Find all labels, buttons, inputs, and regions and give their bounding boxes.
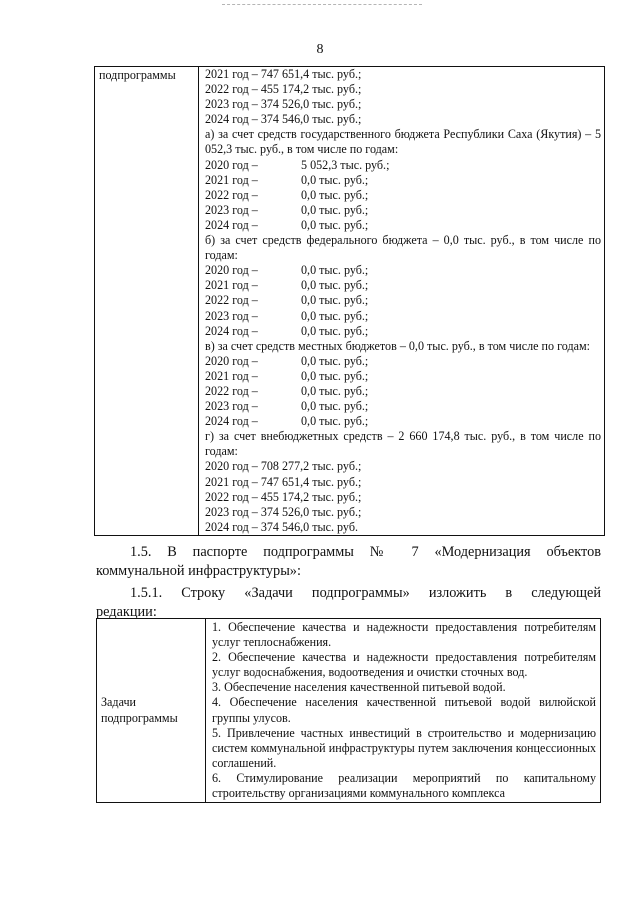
- a-year: 2023 год –: [205, 202, 258, 217]
- b-year: 2021 год –: [205, 278, 258, 293]
- a-year: 2021 год –: [205, 172, 258, 187]
- b-value: 0,0 тыс. руб.;: [301, 293, 369, 308]
- v-row: [205, 369, 601, 384]
- v-year: 2022 год –: [205, 383, 258, 398]
- scan-header-marks: [222, 4, 422, 9]
- v-row: [205, 384, 601, 399]
- v-row: [205, 354, 601, 369]
- v-year: 2021 год –: [205, 368, 258, 383]
- year-line: 2021 год – 747 651,4 тыс. руб.;: [205, 67, 362, 81]
- year-line: 2022 год – 455 174,2 тыс. руб.;: [205, 82, 362, 97]
- section-g-heading: г) за счет внебюджетных средств – 2 660 174,8 тыс. руб., в том числе по годам:: [205, 429, 601, 459]
- a-year: 2024 год –: [205, 217, 258, 232]
- v-value: 0,0 тыс. руб.;: [301, 353, 369, 368]
- a-year: 2020 год –: [205, 157, 258, 172]
- paragraph-line: 1.5. В паспорте подпрограммы № 7 «Модернизация объектов: [130, 544, 601, 560]
- b-year: 2024 год –: [205, 323, 258, 338]
- tasks-label: Задачи подпрограммы: [101, 695, 178, 725]
- v-row: [205, 399, 601, 414]
- b-value: 0,0 тыс. руб.;: [301, 278, 369, 293]
- row-label: подпрограммы: [99, 68, 176, 82]
- tasks-label-cell: [97, 619, 206, 803]
- b-row: [205, 278, 601, 293]
- year-line: 2023 год – 374 526,0 тыс. руб.;: [205, 97, 362, 112]
- v-year: 2024 год –: [205, 414, 258, 429]
- g-line: 2022 год – 455 174,2 тыс. руб.;: [205, 489, 362, 504]
- section-b-heading: б) за счет средств федерального бюджета – 0,0 тыс. руб., в том числе по годам:: [205, 233, 601, 263]
- b-value: 0,0 тыс. руб.;: [301, 263, 369, 278]
- v-value: 0,0 тыс. руб.;: [301, 399, 369, 414]
- a-row: [205, 218, 601, 233]
- tasks-table: [96, 618, 601, 803]
- a-row: [205, 203, 601, 218]
- tasks-cell: [206, 619, 601, 803]
- b-row: [205, 263, 601, 278]
- paragraph-1-5: [96, 543, 601, 581]
- section-v-heading: в) за счет средств местных бюджетов – 0,0 тыс. руб., в том числе по годам:: [205, 338, 590, 353]
- page-number: 8: [316, 42, 324, 57]
- paragraph-1-5-1: [96, 584, 601, 622]
- task-item: 1. Обеспечение качества и надежности предоставления потребителям услуг теплоснабжения.: [212, 620, 596, 650]
- v-value: 0,0 тыс. руб.;: [301, 368, 369, 383]
- a-row: [205, 188, 601, 203]
- v-value: 0,0 тыс. руб.;: [301, 383, 369, 398]
- a-value: 0,0 тыс. руб.;: [301, 187, 369, 202]
- v-year: 2023 год –: [205, 399, 258, 414]
- b-row: [205, 309, 601, 324]
- a-value: 5 052,3 тыс. руб.;: [301, 157, 390, 172]
- task-item: 2. Обеспечение качества и надежности предоставления потребителям услуг водоснабжения, водоотведения и очистки сточных вод.: [212, 650, 596, 680]
- task-item: 3. Обеспечение населения качественной питьевой водой.: [212, 680, 506, 695]
- financing-table: [94, 66, 605, 536]
- b-value: 0,0 тыс. руб.;: [301, 308, 369, 323]
- a-value: 0,0 тыс. руб.;: [301, 202, 369, 217]
- g-line: 2024 год – 374 546,0 тыс. руб.: [205, 519, 358, 534]
- g-line: 2023 год – 374 526,0 тыс. руб.;: [205, 504, 362, 519]
- a-value: 0,0 тыс. руб.;: [301, 172, 369, 187]
- task-item: 5. Привлечение частных инвестиций в строительство и модернизацию систем коммунальной инфраструктуры путем заключения концессионных соглашений.: [212, 725, 596, 770]
- a-value: 0,0 тыс. руб.;: [301, 217, 369, 232]
- row-label-cell: [95, 67, 199, 536]
- paragraph-line: коммунальной инфраструктуры»:: [96, 563, 301, 579]
- b-row: [205, 293, 601, 308]
- g-line: 2020 год – 708 277,2 тыс. руб.;: [205, 459, 362, 474]
- year-line: 2024 год – 374 546,0 тыс. руб.;: [205, 112, 362, 127]
- b-value: 0,0 тыс. руб.;: [301, 323, 369, 338]
- a-row: [205, 158, 601, 173]
- b-year: 2023 год –: [205, 308, 258, 323]
- v-value: 0,0 тыс. руб.;: [301, 414, 369, 429]
- a-year: 2022 год –: [205, 187, 258, 202]
- v-year: 2020 год –: [205, 353, 258, 368]
- section-a-heading: а) за счет средств государственного бюджета Республики Саха (Якутия) – 5 052,3 тыс. руб., в том числе по годам:: [205, 127, 601, 157]
- b-year: 2020 год –: [205, 263, 258, 278]
- task-item: 4. Обеспечение населения качественной питьевой водой вилюйской группы улусов.: [212, 695, 596, 725]
- g-line: 2021 год – 747 651,4 тыс. руб.;: [205, 474, 362, 489]
- a-row: [205, 173, 601, 188]
- v-row: [205, 414, 601, 429]
- paragraph-line: 1.5.1. Строку «Задачи подпрограммы» изложить в следующей: [130, 585, 601, 601]
- paragraph-line: редакции:: [96, 604, 157, 620]
- b-year: 2022 год –: [205, 293, 258, 308]
- financing-cell: [199, 67, 605, 536]
- task-item: 6. Стимулирование реализации мероприятий по капитальному строительству организациями коммунального комплекса: [212, 770, 596, 801]
- b-row: [205, 324, 601, 339]
